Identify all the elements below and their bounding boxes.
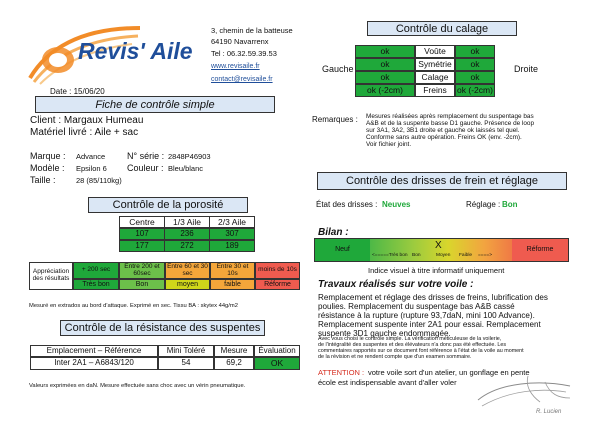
travaux-disclaimer: Avec vous choisi le contrôle simple. La vérification méticuleuse de la voilerie, bbox=[318, 336, 502, 342]
bilan-neuf-text: Neuf bbox=[335, 246, 350, 254]
suspentes-header-evaluation: Évaluation bbox=[254, 345, 300, 357]
drisses-title bbox=[317, 172, 567, 190]
porosite-cell: 307 bbox=[209, 228, 255, 240]
fiche-title-text: Fiche de contrôle simple bbox=[95, 98, 215, 111]
bilan-title: Bilan : bbox=[318, 227, 349, 238]
remarque-line: Mesures réalisées après remplacement du suspentage bas bbox=[366, 113, 534, 120]
porosite-cell: 236 bbox=[164, 228, 210, 240]
client: Client : Margaux Humeau bbox=[30, 115, 144, 126]
porosite-title bbox=[88, 197, 248, 213]
travaux-line: Remplacement suspente inter 2A1 pour essai. Remplacement bbox=[318, 320, 541, 329]
scale-reform: moins de 10s bbox=[255, 262, 300, 279]
bilan-sub-moyen: Moyen bbox=[436, 253, 451, 258]
serie-value: 2848P46903 bbox=[168, 152, 211, 161]
marque-value: Advance bbox=[76, 152, 106, 161]
scale-medium-label: moyen bbox=[165, 279, 210, 290]
calage-title bbox=[367, 21, 517, 36]
travaux-disclaimer: commentaires rapportés sur ce document font référence à l'état de la voile au moment bbox=[318, 348, 524, 354]
suspentes-mini: 54 bbox=[158, 357, 214, 370]
address-phone: Tel : 06.32.59.39.53 bbox=[211, 49, 277, 58]
suspentes-header-mesure: Mesure bbox=[214, 345, 254, 357]
travaux-line: Remplacement et réglage des drisses de freins, lubrification des bbox=[318, 293, 548, 302]
bilan-indice: Indice visuel à titre informatif uniquement bbox=[368, 266, 505, 275]
drisses-title-text: Contrôle des drisses de frein et réglage bbox=[346, 175, 538, 187]
address-line-1: 3, chemin de la batteuse bbox=[211, 26, 293, 35]
scale-weak: Entre 30 et 10s bbox=[210, 262, 255, 279]
bilan-bar bbox=[314, 238, 569, 262]
scale-very-good-label: Très bon bbox=[73, 279, 119, 290]
address-email[interactable]: contact@revisaile.fr bbox=[211, 76, 273, 83]
reglage-label: Réglage : bbox=[466, 200, 501, 209]
porosite-cell: 107 bbox=[119, 228, 165, 240]
suspentes-title bbox=[60, 320, 265, 336]
calage-right-calage: ok bbox=[455, 71, 495, 84]
taille-label: Taille : bbox=[30, 175, 56, 185]
signature bbox=[470, 372, 580, 427]
logo bbox=[20, 20, 205, 90]
travaux-line: poulies. Remplacement du suspentage bas A&B cassé bbox=[318, 302, 515, 311]
calage-mid-calage: Calage bbox=[415, 71, 455, 84]
calage-left-label: Gauche bbox=[322, 64, 354, 74]
porosite-col-tiers: 1/3 Aile bbox=[164, 216, 210, 228]
bilan-marker: X bbox=[435, 240, 442, 251]
travaux-line: suspente 3D1 gauche endommagée. bbox=[318, 329, 451, 338]
serie-label: N° série : bbox=[127, 151, 165, 161]
brand-name: Revis' Aile bbox=[78, 38, 193, 64]
travaux-title: Travaux réalisés sur votre voile : bbox=[318, 279, 474, 290]
etat-value: Neuves bbox=[382, 200, 411, 209]
porosite-col-deux-tiers: 2/3 Aile bbox=[209, 216, 255, 228]
suspentes-emplacement: Inter 2A1 – A6843/120 bbox=[30, 357, 158, 370]
bilan-neuf bbox=[315, 239, 370, 261]
attention-line: votre voile sort d'un atelier, un gonflage en pente bbox=[368, 368, 530, 377]
calage-right-label: Droite bbox=[514, 64, 539, 74]
couleur-value: Bleu/blanc bbox=[168, 164, 204, 173]
bilan-sub-faible: Faible bbox=[459, 253, 473, 258]
date: Date : 15/06/20 bbox=[50, 87, 105, 96]
travaux-line: résistance à la rupture (rupture 93,7daN, mini 100 Advance). bbox=[318, 311, 535, 320]
porosite-cell: 189 bbox=[209, 240, 255, 252]
marque-label: Marque : bbox=[30, 151, 66, 161]
calage-left-symetrie: ok bbox=[355, 58, 415, 71]
modele-label: Modèle : bbox=[30, 163, 65, 173]
attention-line: école est indispensable avant d'aller voler bbox=[318, 378, 457, 387]
suspentes-mesure: 69,2 bbox=[214, 357, 254, 370]
porosite-note: Mesuré en extrados au bord d'attaque. Exprimé en sec. Tissu BA : skytex 44g/m2 bbox=[29, 303, 238, 309]
attention-label: ATTENTION : bbox=[318, 368, 365, 377]
scale-reform-label: Réforme bbox=[255, 279, 300, 290]
bilan-sub-arrow: ====> bbox=[478, 253, 493, 258]
porosite-cell: 177 bbox=[119, 240, 165, 252]
calage-mid-symetrie: Symétrie bbox=[415, 58, 455, 71]
bilan-sub-tres-bon: <=====Très bon bbox=[372, 253, 408, 258]
taille-value: 28 (85/110kg) bbox=[76, 176, 122, 185]
calage-right-symetrie: ok bbox=[455, 58, 495, 71]
reglage-value: Bon bbox=[502, 200, 518, 209]
calage-left-freins: ok (-2cm) bbox=[355, 84, 415, 97]
porosite-cell: 272 bbox=[164, 240, 210, 252]
etat-label: État des drisses : bbox=[316, 200, 378, 209]
materiel: Matériel livré : Aile + sac bbox=[30, 127, 139, 138]
address-line-2: 64190 Navarrenx bbox=[211, 37, 269, 46]
calage-right-freins: ok (-2cm) bbox=[455, 84, 495, 97]
remarque-line: sur 3A1, 3A2, 3B1 droite et gauche ok laissés tel quel. bbox=[366, 127, 520, 134]
remarque-line: Voir fichier joint. bbox=[366, 141, 412, 148]
calage-mid-voute: Voûte bbox=[415, 45, 455, 58]
bilan-reforme bbox=[512, 239, 568, 261]
scale-medium: Entre 60 et 30 sec bbox=[165, 262, 210, 279]
bilan-gradient bbox=[370, 239, 512, 261]
fiche-title bbox=[35, 96, 275, 113]
remarque-line: A&B et de la suspente basse D1 gauche. Présence de loop bbox=[366, 120, 535, 127]
bilan-sub-bon: Bon bbox=[412, 253, 421, 258]
modele-value: Epsilon 6 bbox=[76, 164, 107, 173]
calage-title-text: Contrôle du calage bbox=[395, 22, 489, 35]
signature-scribble-icon bbox=[470, 372, 580, 427]
calage-left-calage: ok bbox=[355, 71, 415, 84]
remarques-label: Remarques : bbox=[312, 115, 358, 124]
signature-text: R. Lucien bbox=[536, 409, 562, 415]
bilan-reforme-text: Réforme bbox=[526, 246, 554, 254]
calage-mid-freins: Freins bbox=[415, 84, 455, 97]
calage-right-voute: ok bbox=[455, 45, 495, 58]
remarque-line: Conforme sans autre opération. Freins OK (env. -2cm). bbox=[366, 134, 522, 141]
suspentes-header-mini: Mini Toléré bbox=[158, 345, 214, 357]
scale-very-good: + 200 sec bbox=[73, 262, 119, 279]
travaux-disclaimer: de l'intégralité des suspentes et des élévateurs n'a donc pas été effectuée. Les bbox=[318, 342, 507, 348]
couleur-label: Couleur : bbox=[127, 163, 164, 173]
scale-good-label: Bon bbox=[119, 279, 165, 290]
scale-label: Appréciation des résultats bbox=[29, 262, 73, 290]
calage-left-voute: ok bbox=[355, 45, 415, 58]
scale-weak-label: faible bbox=[210, 279, 255, 290]
address-website[interactable]: www.revisaile.fr bbox=[211, 63, 260, 70]
suspentes-evaluation: OK bbox=[254, 357, 300, 370]
suspentes-header-emplacement: Emplacement – Référence bbox=[30, 345, 158, 357]
travaux-disclaimer: de la révision et ne rendent compte que d'un examen sommaire. bbox=[318, 354, 472, 360]
suspentes-note: Valeurs exprimées en daN. Mesure effectuée sans choc avec un vérin pneumatique. bbox=[29, 383, 246, 389]
suspentes-title-text: Contrôle de la résistance des suspentes bbox=[64, 322, 261, 334]
porosite-col-centre: Centre bbox=[119, 216, 165, 228]
porosite-title-text: Contrôle de la porosité bbox=[112, 199, 224, 211]
scale-good: Entre 200 et 60sec bbox=[119, 262, 165, 279]
